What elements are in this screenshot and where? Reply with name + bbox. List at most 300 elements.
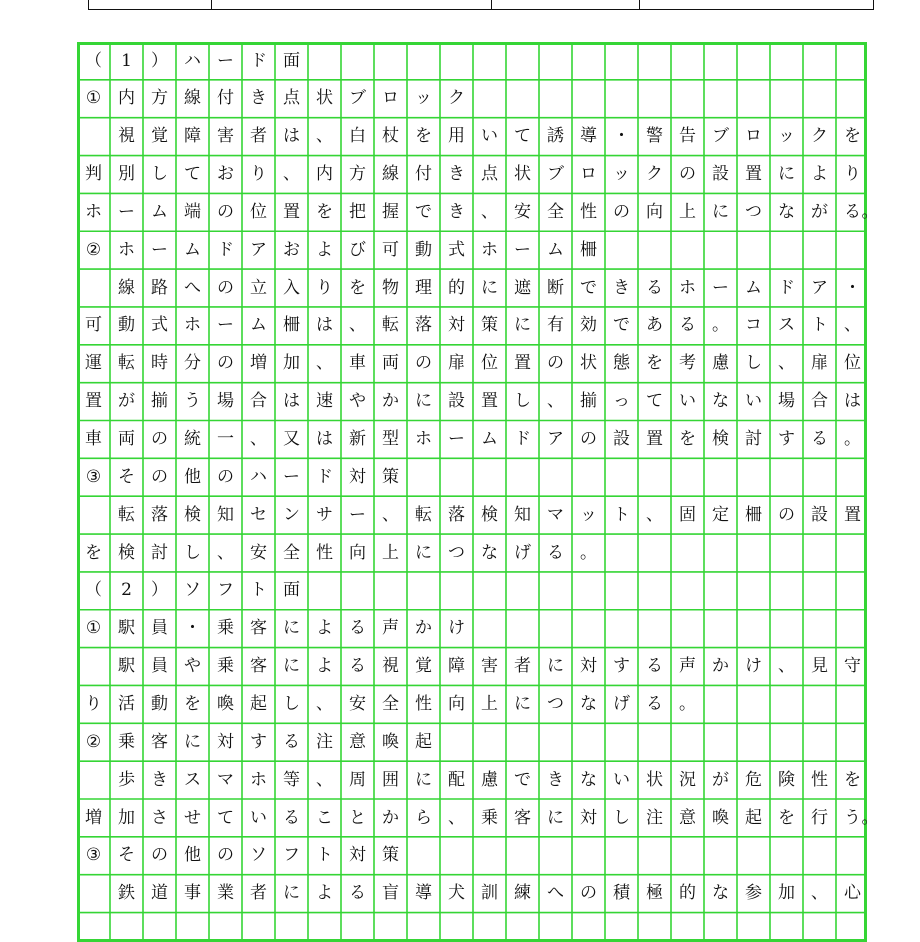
manuscript-char: 、 bbox=[283, 164, 300, 185]
manuscript-char: 道 bbox=[151, 883, 168, 904]
manuscript-char: 柵 bbox=[580, 239, 597, 260]
manuscript-char: 害 bbox=[217, 126, 234, 147]
manuscript-char: る bbox=[646, 656, 663, 677]
manuscript-char: 慮 bbox=[481, 769, 498, 790]
manuscript-char: 点 bbox=[283, 88, 300, 109]
manuscript-char: の bbox=[415, 353, 432, 374]
manuscript-char: り bbox=[844, 164, 861, 185]
manuscript-char: を bbox=[349, 277, 366, 298]
manuscript-char: ト bbox=[250, 580, 267, 601]
manuscript-char: や bbox=[184, 656, 201, 677]
manuscript-char: 加 bbox=[778, 883, 795, 904]
manuscript-char: ② bbox=[85, 731, 102, 752]
manuscript-char: 置 bbox=[745, 164, 762, 185]
manuscript-char: ・ bbox=[184, 618, 201, 639]
manuscript-char: 合 bbox=[811, 391, 828, 412]
manuscript-char: し bbox=[184, 542, 201, 563]
manuscript-char: ー bbox=[514, 239, 531, 260]
manuscript-char: 又 bbox=[283, 429, 300, 449]
manuscript-char: 置 bbox=[481, 391, 498, 412]
manuscript-char: あ bbox=[646, 315, 663, 336]
manuscript-char: 線 bbox=[184, 88, 201, 109]
manuscript-char: 。 bbox=[844, 429, 861, 449]
manuscript-char: 乗 bbox=[481, 807, 498, 828]
manuscript-char: ら bbox=[415, 807, 432, 828]
manuscript-char: で bbox=[613, 315, 630, 336]
manuscript-char: 点 bbox=[481, 164, 498, 185]
manuscript-char: つ bbox=[745, 201, 762, 222]
manuscript-char: よ bbox=[316, 883, 333, 904]
manuscript-char: 、 bbox=[316, 126, 333, 147]
manuscript-char: 路 bbox=[151, 277, 168, 298]
manuscript-char: 、 bbox=[316, 353, 333, 374]
manuscript-char: 、 bbox=[811, 883, 828, 904]
manuscript-char: び bbox=[349, 239, 366, 260]
manuscript-char: ー bbox=[712, 277, 729, 298]
manuscript-char: 位 bbox=[250, 201, 267, 222]
manuscript-char: 向 bbox=[448, 693, 465, 714]
manuscript-char: よ bbox=[316, 239, 333, 260]
manuscript-char: ア bbox=[547, 429, 564, 449]
manuscript-char: 落 bbox=[415, 315, 432, 336]
manuscript-char: 動 bbox=[415, 239, 432, 260]
manuscript-char: し bbox=[745, 353, 762, 374]
manuscript-char: 喚 bbox=[382, 731, 399, 752]
manuscript-char: る bbox=[547, 542, 564, 563]
manuscript-char: 、 bbox=[250, 429, 267, 449]
manuscript-char: 心 bbox=[844, 883, 861, 904]
manuscript-char: の bbox=[217, 353, 234, 374]
manuscript-char: 乗 bbox=[118, 731, 135, 752]
manuscript-char: 、 bbox=[547, 391, 564, 412]
manuscript-char: ② bbox=[85, 239, 102, 260]
manuscript-char: フ bbox=[217, 580, 234, 601]
manuscript-char: ッ bbox=[778, 126, 795, 147]
manuscript-char: へ bbox=[547, 883, 564, 904]
manuscript-char: お bbox=[283, 239, 300, 260]
manuscript-char: 効 bbox=[580, 315, 597, 336]
manuscript-char: 把 bbox=[349, 201, 366, 222]
manuscript-char: 喚 bbox=[712, 807, 729, 828]
manuscript-char: 固 bbox=[679, 504, 696, 525]
manuscript-char: の bbox=[580, 883, 597, 904]
manuscript-char: 知 bbox=[217, 504, 234, 525]
manuscript-char: で bbox=[580, 277, 597, 298]
manuscript-char: る bbox=[349, 656, 366, 677]
manuscript-char: 策 bbox=[481, 315, 498, 336]
manuscript-char: ッ bbox=[580, 504, 597, 525]
manuscript-char: が bbox=[811, 201, 828, 222]
manuscript-char: 設 bbox=[811, 504, 828, 525]
manuscript-char: 性 bbox=[811, 769, 828, 790]
manuscript-char: き bbox=[547, 769, 564, 790]
manuscript-char: ー bbox=[283, 466, 300, 487]
manuscript-char: 新 bbox=[349, 429, 366, 449]
manuscript-char: が bbox=[118, 391, 135, 412]
manuscript-char: 揃 bbox=[151, 391, 168, 412]
manuscript-char: 起 bbox=[250, 693, 267, 714]
manuscript-char: 落 bbox=[151, 504, 168, 525]
manuscript-char: 練 bbox=[514, 883, 531, 904]
manuscript-char: ロ bbox=[580, 164, 597, 185]
manuscript-char: ッ bbox=[415, 88, 432, 109]
manuscript-char: コ bbox=[745, 315, 762, 336]
manuscript-char: 検 bbox=[712, 429, 729, 449]
manuscript-char: 転 bbox=[382, 315, 399, 336]
manuscript-char: 盲 bbox=[382, 883, 399, 904]
manuscript-char: 扉 bbox=[811, 353, 828, 374]
manuscript-char: 客 bbox=[151, 731, 168, 752]
manuscript-char: に bbox=[481, 277, 498, 298]
manuscript-char: ー bbox=[217, 50, 234, 71]
manuscript-char: 覚 bbox=[415, 656, 432, 677]
manuscript-char: ハ bbox=[250, 466, 267, 487]
manuscript-char: 参 bbox=[745, 883, 762, 904]
manuscript-char: 。 bbox=[679, 693, 696, 714]
manuscript-char: 場 bbox=[217, 391, 234, 412]
manuscript-char: 全 bbox=[283, 542, 300, 563]
manuscript-char bbox=[77, 648, 110, 686]
manuscript-char: に bbox=[547, 656, 564, 677]
manuscript-char: 性 bbox=[415, 693, 432, 714]
manuscript-char: 転 bbox=[415, 504, 432, 525]
manuscript-char: 型 bbox=[382, 429, 399, 449]
manuscript-char: 両 bbox=[382, 353, 399, 374]
manuscript-char: そ bbox=[118, 466, 135, 487]
manuscript-char: 置 bbox=[85, 391, 102, 412]
manuscript-char: 対 bbox=[580, 807, 597, 828]
manuscript-char: ン bbox=[283, 504, 300, 525]
manuscript-char: 行 bbox=[811, 807, 828, 828]
manuscript-char: ブ bbox=[712, 126, 729, 147]
manuscript-char: 客 bbox=[514, 807, 531, 828]
manuscript-char bbox=[77, 496, 110, 534]
manuscript-char: は bbox=[316, 315, 333, 336]
manuscript-char: 誘 bbox=[547, 126, 564, 147]
manuscript-char: げ bbox=[613, 693, 630, 714]
manuscript-char: ア bbox=[811, 277, 828, 298]
manuscript-char: ③ bbox=[85, 466, 102, 487]
manuscript-char: に bbox=[283, 656, 300, 677]
manuscript-char: 警 bbox=[646, 126, 663, 147]
manuscript-char: 等 bbox=[283, 769, 300, 790]
manuscript-char: る bbox=[283, 807, 300, 828]
manuscript-char: り bbox=[85, 693, 102, 714]
manuscript-char: を bbox=[646, 353, 663, 374]
manuscript-char: ス bbox=[778, 315, 795, 336]
manuscript-char: 全 bbox=[382, 693, 399, 714]
manuscript-char: 他 bbox=[184, 466, 201, 487]
manuscript-char: な bbox=[580, 693, 597, 714]
manuscript-char bbox=[77, 269, 110, 307]
manuscript-char: を bbox=[85, 542, 102, 563]
manuscript-char: ム bbox=[151, 201, 168, 222]
manuscript-char: う bbox=[844, 807, 861, 828]
manuscript-char: 握 bbox=[382, 201, 399, 222]
manuscript-char: 態 bbox=[613, 353, 630, 374]
manuscript-char: は bbox=[844, 391, 861, 412]
manuscript-char: 検 bbox=[184, 504, 201, 525]
manuscript-char: 面 bbox=[283, 50, 300, 71]
manuscript-char: 線 bbox=[118, 277, 135, 298]
manuscript-char bbox=[77, 118, 110, 156]
manuscript-char: ホ bbox=[481, 239, 498, 260]
manuscript-char: ム bbox=[250, 315, 267, 336]
manuscript-char: す bbox=[613, 656, 630, 677]
manuscript-char: さ bbox=[151, 807, 168, 828]
manuscript-char: ブ bbox=[349, 88, 366, 109]
manuscript-char: 訓 bbox=[481, 883, 498, 904]
manuscript-char: ー bbox=[349, 504, 366, 525]
manuscript-char: ド bbox=[217, 239, 234, 260]
manuscript-char: の bbox=[217, 466, 234, 487]
manuscript-char: ム bbox=[547, 239, 564, 260]
manuscript-char: き bbox=[250, 88, 267, 109]
manuscript-char: ソ bbox=[184, 580, 201, 601]
manuscript-char: ク bbox=[811, 126, 828, 147]
manuscript-char: 、 bbox=[481, 201, 498, 222]
manuscript-char: 、 bbox=[217, 542, 234, 563]
manuscript-char: ア bbox=[250, 239, 267, 260]
manuscript-char: ド bbox=[514, 429, 531, 449]
manuscript-char: 知 bbox=[514, 504, 531, 525]
manuscript-char: 車 bbox=[85, 429, 102, 449]
manuscript-char: 者 bbox=[514, 656, 531, 677]
manuscript-char: 険 bbox=[778, 769, 795, 790]
manuscript-char: 設 bbox=[712, 164, 729, 185]
manuscript-char: 加 bbox=[118, 807, 135, 828]
manuscript-char: ム bbox=[184, 239, 201, 260]
manuscript-char: の bbox=[547, 353, 564, 374]
manuscript-char: し bbox=[613, 807, 630, 828]
manuscript-char: 物 bbox=[382, 277, 399, 298]
manuscript-char: 状 bbox=[580, 353, 597, 374]
manuscript-char: な bbox=[580, 769, 597, 790]
manuscript-char: 他 bbox=[184, 845, 201, 866]
manuscript-char: 位 bbox=[844, 353, 861, 374]
manuscript-char: お bbox=[217, 164, 234, 185]
manuscript-char: 、 bbox=[316, 769, 333, 790]
manuscript-char: を bbox=[316, 201, 333, 222]
manuscript-char: 駅 bbox=[118, 656, 135, 677]
table-divider bbox=[211, 0, 212, 9]
manuscript-char: ト bbox=[613, 504, 630, 525]
manuscript-char: 安 bbox=[349, 693, 366, 714]
manuscript-char: （ bbox=[85, 50, 102, 71]
manuscript-char: 事 bbox=[184, 883, 201, 904]
table-divider bbox=[491, 0, 492, 9]
manuscript-char: 声 bbox=[679, 656, 696, 677]
manuscript-char: サ bbox=[316, 504, 333, 525]
manuscript-char: ム bbox=[745, 277, 762, 298]
manuscript-char: 遮 bbox=[514, 277, 531, 298]
manuscript-char: 統 bbox=[184, 429, 201, 449]
manuscript-char: 意 bbox=[349, 731, 366, 752]
manuscript-char: 用 bbox=[448, 126, 465, 147]
manuscript-char: 杖 bbox=[382, 126, 399, 147]
manuscript-char: ト bbox=[316, 845, 333, 866]
manuscript-char: 。 bbox=[580, 542, 597, 563]
manuscript-char: ・ bbox=[844, 277, 861, 298]
manuscript-char: の bbox=[217, 845, 234, 866]
manuscript-char: 策 bbox=[382, 845, 399, 866]
manuscript-char: や bbox=[349, 391, 366, 412]
manuscript-char: 害 bbox=[481, 656, 498, 677]
manuscript-char: ホ bbox=[679, 277, 696, 298]
manuscript-char: 位 bbox=[481, 353, 498, 374]
manuscript-char: か bbox=[382, 391, 399, 412]
manuscript-char: 考 bbox=[679, 353, 696, 374]
manuscript-char: 全 bbox=[547, 201, 564, 222]
manuscript-char: 対 bbox=[217, 731, 234, 752]
manuscript-char: に bbox=[712, 201, 729, 222]
manuscript-char: 視 bbox=[382, 656, 399, 677]
manuscript-char: ド bbox=[250, 50, 267, 71]
manuscript-char: っ bbox=[613, 391, 630, 412]
manuscript-char: 、 bbox=[349, 315, 366, 336]
manuscript-char: い bbox=[745, 391, 762, 412]
manuscript-char: 員 bbox=[151, 618, 168, 639]
manuscript-char: ホ bbox=[118, 239, 135, 260]
manuscript-char: ク bbox=[448, 88, 465, 109]
manuscript-char: 状 bbox=[316, 88, 333, 109]
manuscript-char: が bbox=[712, 769, 729, 790]
manuscript-char: 、 bbox=[646, 504, 663, 525]
manuscript-char: ① bbox=[85, 88, 102, 109]
manuscript-char: い bbox=[613, 769, 630, 790]
manuscript-char: セ bbox=[250, 504, 267, 525]
manuscript-char: 設 bbox=[448, 391, 465, 412]
manuscript-char: 慮 bbox=[712, 353, 729, 374]
manuscript-char: に bbox=[547, 807, 564, 828]
manuscript-char: る bbox=[349, 618, 366, 639]
manuscript-char: ホ bbox=[415, 429, 432, 449]
manuscript-char: 対 bbox=[580, 656, 597, 677]
manuscript-char: （ bbox=[85, 580, 102, 601]
manuscript-char: て bbox=[514, 126, 531, 147]
manuscript-char: 判 bbox=[85, 164, 102, 185]
manuscript-char: 2 bbox=[121, 580, 132, 601]
manuscript-char: 性 bbox=[580, 201, 597, 222]
manuscript-char: 方 bbox=[151, 88, 168, 109]
manuscript-char: つ bbox=[448, 542, 465, 563]
manuscript-char: に bbox=[283, 883, 300, 904]
manuscript-char: 状 bbox=[514, 164, 531, 185]
manuscript-char: い bbox=[679, 391, 696, 412]
manuscript-char: 扉 bbox=[448, 353, 465, 374]
manuscript-char: 断 bbox=[547, 277, 564, 298]
manuscript-char: 告 bbox=[679, 126, 696, 147]
manuscript-char: に bbox=[514, 693, 531, 714]
manuscript-char: す bbox=[250, 731, 267, 752]
manuscript-char: 駅 bbox=[118, 618, 135, 639]
manuscript-char: ハ bbox=[184, 50, 201, 71]
manuscript-char: を bbox=[184, 693, 201, 714]
manuscript-char: 犬 bbox=[448, 883, 465, 904]
manuscript-char: 付 bbox=[217, 88, 234, 109]
manuscript-char: を bbox=[679, 429, 696, 449]
manuscript-char: ー bbox=[151, 239, 168, 260]
manuscript-char: ム bbox=[481, 429, 498, 449]
manuscript-char: 付 bbox=[415, 164, 432, 185]
manuscript-char: 、 bbox=[448, 807, 465, 828]
manuscript-char: 対 bbox=[349, 845, 366, 866]
manuscript-char: 転 bbox=[118, 504, 135, 525]
manuscript-char: け bbox=[745, 656, 762, 677]
manuscript-char: 客 bbox=[250, 618, 267, 639]
manuscript-char: 方 bbox=[349, 164, 366, 185]
manuscript-char: 検 bbox=[481, 504, 498, 525]
manuscript-char: 入 bbox=[283, 277, 300, 298]
manuscript-char: 意 bbox=[679, 807, 696, 828]
manuscript-char: 業 bbox=[217, 883, 234, 904]
manuscript-char: な bbox=[778, 201, 795, 222]
manuscript-char: は bbox=[283, 391, 300, 412]
manuscript-char: 守 bbox=[844, 656, 861, 677]
manuscript-char: 可 bbox=[85, 315, 102, 336]
manuscript-char: 。 bbox=[861, 807, 879, 828]
manuscript-char: げ bbox=[514, 542, 531, 563]
manuscript-char: 運 bbox=[85, 353, 102, 374]
manuscript-char: に bbox=[415, 542, 432, 563]
manuscript-char: 障 bbox=[448, 656, 465, 677]
manuscript-char: 積 bbox=[613, 883, 630, 904]
manuscript-char: 対 bbox=[448, 315, 465, 336]
manuscript-char: 増 bbox=[250, 353, 267, 374]
manuscript-char: の bbox=[580, 429, 597, 449]
manuscript-char: ブ bbox=[547, 164, 564, 185]
manuscript-char: ③ bbox=[85, 845, 102, 866]
manuscript-char: る bbox=[844, 201, 861, 222]
manuscript-char: に bbox=[283, 618, 300, 639]
manuscript-char: で bbox=[415, 201, 432, 222]
manuscript-char: 、 bbox=[778, 656, 795, 677]
manuscript-char: に bbox=[415, 391, 432, 412]
manuscript-char: 。 bbox=[712, 315, 729, 336]
manuscript-char: 対 bbox=[349, 466, 366, 487]
manuscript-char: 向 bbox=[349, 542, 366, 563]
manuscript-char: つ bbox=[547, 693, 564, 714]
manuscript-char: 見 bbox=[811, 656, 828, 677]
manuscript-char: 起 bbox=[745, 807, 762, 828]
manuscript-char: 討 bbox=[151, 542, 168, 563]
manuscript-char: 柵 bbox=[283, 315, 300, 336]
manuscript-char: 可 bbox=[382, 239, 399, 260]
manuscript-char: か bbox=[712, 656, 729, 677]
manuscript-char: 策 bbox=[382, 466, 399, 487]
manuscript-char: る bbox=[349, 883, 366, 904]
manuscript-char: の bbox=[778, 504, 795, 525]
manuscript-char: 置 bbox=[514, 353, 531, 374]
manuscript-char: に bbox=[514, 315, 531, 336]
manuscript-char: よ bbox=[811, 164, 828, 185]
manuscript-char: フ bbox=[283, 845, 300, 866]
manuscript-char: 状 bbox=[646, 769, 663, 790]
manuscript-char: 落 bbox=[448, 504, 465, 525]
manuscript-char: す bbox=[778, 429, 795, 449]
manuscript-char: 転 bbox=[118, 353, 135, 374]
manuscript-char: き bbox=[448, 164, 465, 185]
manuscript-char: 車 bbox=[349, 353, 366, 374]
manuscript-char: な bbox=[712, 883, 729, 904]
manuscript-char: 速 bbox=[316, 391, 333, 412]
manuscript-char: 柵 bbox=[745, 504, 762, 525]
manuscript-char: 上 bbox=[679, 201, 696, 222]
manuscript-char: 声 bbox=[382, 618, 399, 639]
manuscript-char: か bbox=[382, 807, 399, 828]
manuscript-char: 起 bbox=[415, 731, 432, 752]
manuscript-char: 加 bbox=[283, 353, 300, 374]
